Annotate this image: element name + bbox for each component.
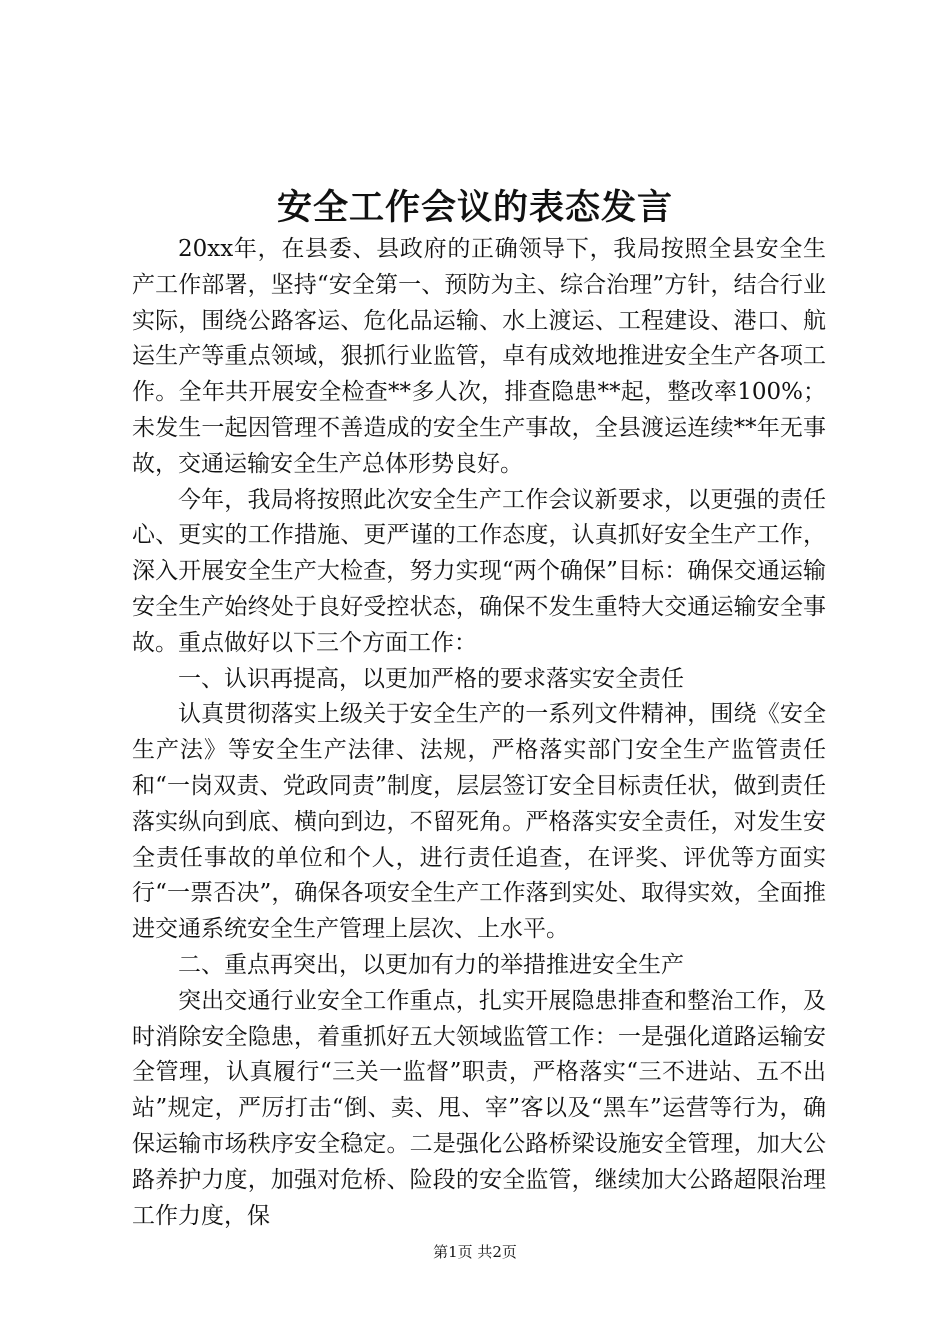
paragraph-summary: 20xx年，在县委、县政府的正确领导下，我局按照全县安全生产工作部署，坚持“安全第一、预防为主、综合治理”方针，结合行业实际，围绕公路客运、危化品运输、水上渡运、工程建设、港口、航运生产等重点领域，狠抓行业监管，卓有成效地推进安全生产各项工作。全年共开展安全检查**多人次，排查隐患**起，整改率100%；未发生一起因管理不善造成的安全生产事故，全县渡运连续**年无事故，交通运输安全生产总体形势良好。	[132, 236, 826, 477]
page-number-footer: 第1页 共2页	[433, 1243, 517, 1261]
document-body	[132, 232, 826, 1234]
section-heading-2: 二、重点再突出，以更加有力的举措推进安全生产	[178, 951, 684, 978]
paragraph-section-2: 突出交通行业安全工作重点，扎实开展隐患排查和整治工作，及时消除安全隐患，着重抓好五大领域监管工作：一是强化道路运输安全管理，认真履行“三关一监督”职责，严格落实“三不进站、五不出站”规定，严厉打击“倒、卖、甩、宰”客以及“黑车”运营等行为，确保运输市场秩序安全稳定。二是强化公路桥梁设施安全管理，加大公路养护力度，加强对危桥、险段的安全监管，继续加大公路超限治理工作力度，保	[132, 987, 826, 1229]
document-title: 安全工作会议的表态发言	[276, 187, 673, 228]
paragraph-goals: 今年，我局将按照此次安全生产工作会议新要求，以更强的责任心、更实的工作措施、更严谨的工作态度，认真抓好安全生产工作，深入开展安全生产大检查，努力实现“两个确保”目标：确保交通运输安全生产始终处于良好受控状态，确保不发生重特大交通运输安全事故。重点做好以下三个方面工作：	[132, 486, 826, 656]
section-heading-1: 一、认识再提高，以更加严格的要求落实安全责任	[178, 665, 684, 692]
paragraph-section-1: 认真贯彻落实上级关于安全生产的一系列文件精神，围绕《安全生产法》等安全生产法律、法规，严格落实部门安全生产监管责任和“一岗双责、党政同责”制度，层层签订安全目标责任状，做到责任落实纵向到底、横向到边，不留死角。严格落实安全责任，对发生安全责任事故的单位和个人，进行责任追查，在评奖、评优等方面实行“一票否决”，确保各项安全生产工作落到实处、取得实效，全面推进交通系统安全生产管理上层次、上水平。	[132, 701, 826, 943]
